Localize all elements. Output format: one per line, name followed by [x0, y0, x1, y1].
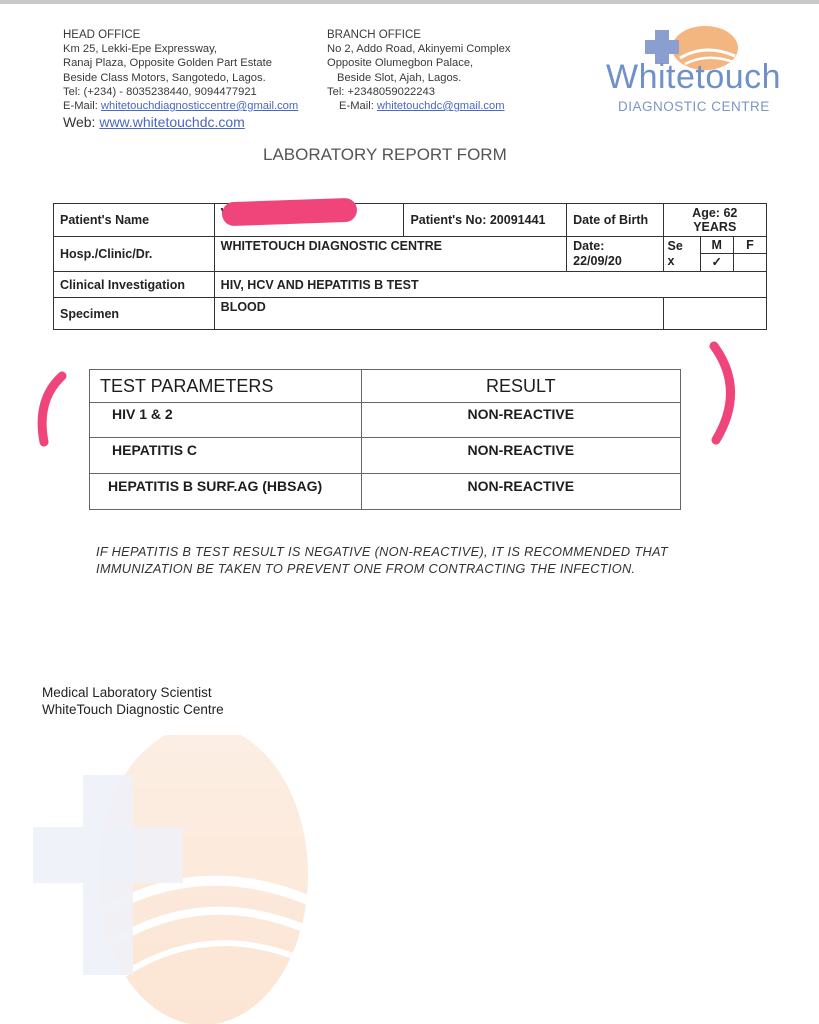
name-redaction	[222, 198, 358, 227]
age-cell	[663, 204, 766, 237]
signature-block	[42, 684, 224, 718]
test-parameters-header: TEST PARAMETERS	[90, 370, 362, 403]
clinical-label: Clinical Investigation	[54, 272, 215, 298]
recommendation-note: IF HEPATITIS B TEST RESULT IS NEGATIVE (NON-REACTIVE), IT IS RECOMMENDED THAT IMMUNIZATION BE TAKEN TO PREVENT ONE FROM CONTRACTING THE INFECTION.	[96, 544, 668, 576]
branch-office-line: Opposite Olumegbon Palace,	[327, 57, 474, 70]
result-header: RESULT	[361, 370, 680, 403]
table-row	[90, 403, 681, 438]
top-border	[0, 0, 819, 4]
branch-office-email-link[interactable]: whitetouchdc@gmail.com	[376, 100, 505, 113]
head-office-line: Km 25, Lekki-Epe Expressway,	[63, 43, 217, 56]
test-result: NON-REACTIVE	[361, 474, 680, 510]
patient-info-table	[53, 203, 767, 330]
patient-name-label: Patient's Name	[54, 204, 215, 237]
table-row	[90, 438, 681, 474]
sex-label: Se	[667, 239, 683, 253]
specimen-blank	[663, 298, 766, 330]
branch-office-line: Beside Slot, Ajah, Lagos.	[337, 71, 462, 84]
sex-m-cell	[700, 237, 733, 272]
logo-subtitle: DIAGNOSTIC CENTRE	[618, 99, 770, 114]
test-result: NON-REACTIVE	[361, 438, 680, 474]
date-value: 22/09/20	[573, 254, 622, 268]
hosp-value: WHITETOUCH DIAGNOSTIC CENTRE	[214, 237, 566, 272]
sex-label-cell	[663, 237, 700, 272]
logo-wordmark: Whitetouch	[606, 58, 782, 96]
patient-no-label: Patient's No:	[410, 213, 487, 227]
head-office-line: Ranaj Plaza, Opposite Golden Part Estate	[63, 57, 272, 70]
watermark-logo-icon	[28, 735, 308, 1024]
left-bracket-mark	[30, 370, 70, 450]
date-cell	[567, 237, 663, 272]
clinical-value: HIV, HCV AND HEPATITIS B TEST	[214, 272, 766, 298]
right-bracket-mark	[704, 340, 744, 448]
sex-m-label: M	[701, 237, 733, 254]
patient-no-cell	[404, 204, 567, 237]
test-parameter: HEPATITIS C	[90, 438, 362, 474]
signature-title: Medical Laboratory Scientist	[42, 685, 212, 700]
sex-f-label: F	[734, 237, 766, 254]
test-parameter: HEPATITIS B SURF.AG (HBSAG)	[90, 474, 362, 510]
form-title: LABORATORY REPORT FORM	[263, 145, 507, 164]
head-office-title: HEAD OFFICE	[63, 29, 141, 41]
table-row	[90, 474, 681, 510]
head-office-line: Beside Class Motors, Sangotedo, Lagos.	[63, 71, 266, 84]
test-results-table	[89, 369, 681, 510]
age-unit: YEARS	[693, 220, 737, 234]
test-result: NON-REACTIVE	[361, 403, 680, 438]
sex-check-mark: ✓	[711, 255, 722, 269]
branch-office-line: Tel: +2348059022243	[327, 85, 435, 98]
website	[63, 114, 245, 130]
dob-label: Date of Birth	[567, 204, 663, 237]
head-office-address	[63, 28, 298, 113]
age-value: 62	[723, 206, 738, 220]
branch-office-line: No 2, Addo Road, Akinyemi Complex	[327, 43, 511, 56]
specimen-value: BLOOD	[214, 298, 663, 330]
branch-office-address	[327, 28, 510, 113]
age-label: Age:	[692, 206, 720, 220]
head-office-email-label: E-Mail:	[63, 100, 98, 113]
specimen-label: Specimen	[54, 298, 215, 330]
sex-f-cell	[733, 237, 766, 272]
branch-office-title: BRANCH OFFICE	[327, 29, 421, 41]
branch-office-email-label: E-Mail:	[339, 100, 374, 113]
date-label: Date:	[573, 239, 605, 253]
patient-no-value: 20091441	[489, 213, 546, 227]
hosp-label: Hosp./Clinic/Dr.	[54, 237, 215, 272]
sex-label: x	[667, 254, 675, 268]
test-parameter: HIV 1 & 2	[90, 403, 362, 438]
web-label: Web:	[63, 114, 96, 130]
head-office-email-link[interactable]: whitetouchdiagnosticcentre@gmail.com	[100, 100, 299, 113]
signature-organization: WhiteTouch Diagnostic Centre	[42, 702, 224, 717]
head-office-line: Tel: (+234) - 8035238440, 9094477921	[63, 85, 257, 98]
website-link[interactable]: www.whitetouchdc.com	[99, 114, 245, 130]
